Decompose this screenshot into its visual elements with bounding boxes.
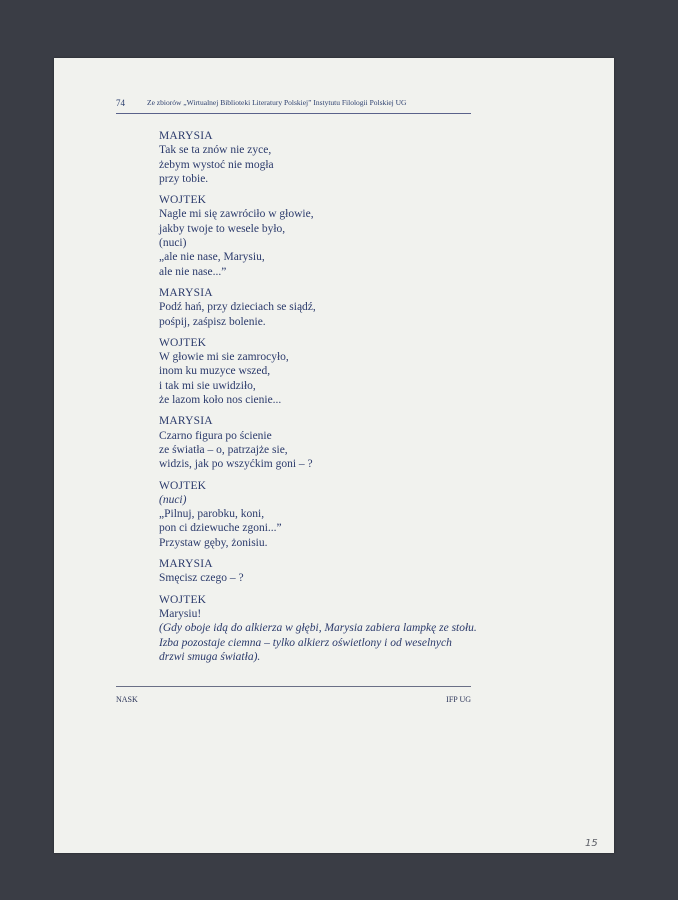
verse-line: żebym wystoć nie mogła xyxy=(159,158,274,171)
header-source: Ze zbiorów „Wirtualnej Biblioteki Literatury Polskiej” Instytutu Filologii Polskiej UG xyxy=(147,98,407,107)
document-page xyxy=(54,58,614,853)
verse-line: że lazom koło nos cienie... xyxy=(159,394,282,407)
verse-line: i tak mi sie uwidziło, xyxy=(159,379,256,392)
page-header xyxy=(116,98,471,114)
verse-line: Smęcisz czego – ? xyxy=(159,572,244,585)
page-footer xyxy=(116,686,471,704)
dialogue-block xyxy=(159,414,479,471)
verse-line: Nagle mi się zawróciło w głowie, xyxy=(159,208,314,221)
verse-line: (nuci) xyxy=(159,237,187,250)
verse-line: jakby twoje to wesele było, xyxy=(159,222,286,235)
speaker-name: WOJTEK xyxy=(159,593,207,606)
speaker-name: MARYSIA xyxy=(159,286,213,299)
dialogue-block xyxy=(159,286,479,329)
speaker-name: WOJTEK xyxy=(159,479,207,492)
verse-line: Czarno figura po ścienie xyxy=(159,429,272,442)
dialogue-block xyxy=(159,129,479,186)
footer-right: IFP UG xyxy=(446,695,471,704)
handwritten-page-mark: 15 xyxy=(585,838,598,849)
speaker-name: MARYSIA xyxy=(159,130,213,142)
verse-line: przy tobie. xyxy=(159,172,209,185)
verse-line: ze światła – o, patrzajże sie, xyxy=(159,443,288,456)
verse-line: W głowie mi sie zamrocyło, xyxy=(159,351,289,364)
verse-line: inom ku muzyce wszed, xyxy=(159,365,271,378)
verse-line: Marysiu! xyxy=(159,607,202,620)
footer-left: NASK xyxy=(116,695,138,704)
stage-direction: (Gdy oboje idą do alkierza w głębi, Marysia zabiera lampkę ze stołu. Izba pozostaje ciemna – tylko alkierz oświetlony i od weselnych drzwi smuga światła). xyxy=(159,622,477,663)
speaker-name: WOJTEK xyxy=(159,194,207,207)
speaker-name: WOJTEK xyxy=(159,336,207,349)
verse-line: pośpij, zaśpisz bolenie. xyxy=(159,315,266,328)
speaker-name: MARYSIA xyxy=(159,558,213,571)
dialogue-block xyxy=(159,336,479,407)
speaker-name: MARYSIA xyxy=(159,415,213,428)
verse-line: widzis, jak po wszyćkim goni – ? xyxy=(159,458,313,471)
dialogue-block xyxy=(159,479,479,550)
dialogue-block xyxy=(159,593,479,664)
verse-line: Przystaw gęby, żonisiu. xyxy=(159,536,268,549)
dialogue-block xyxy=(159,193,479,279)
stage-direction: (nuci) xyxy=(159,493,187,506)
page-number: 74 xyxy=(116,98,125,108)
verse-line: „ale nie nase, Marysiu, xyxy=(159,251,265,264)
verse-line: ale nie nase...” xyxy=(159,265,227,278)
dialogue-block xyxy=(159,557,479,586)
verse-line: Tak se ta znów nie zyce, xyxy=(159,144,272,157)
verse-line: Podź hań, przy dzieciach se siądź, xyxy=(159,301,316,314)
verse-line: pon ci dziewuche zgoni...” xyxy=(159,522,282,535)
play-text xyxy=(159,129,479,671)
verse-line: „Pilnuj, parobku, koni, xyxy=(159,508,265,521)
